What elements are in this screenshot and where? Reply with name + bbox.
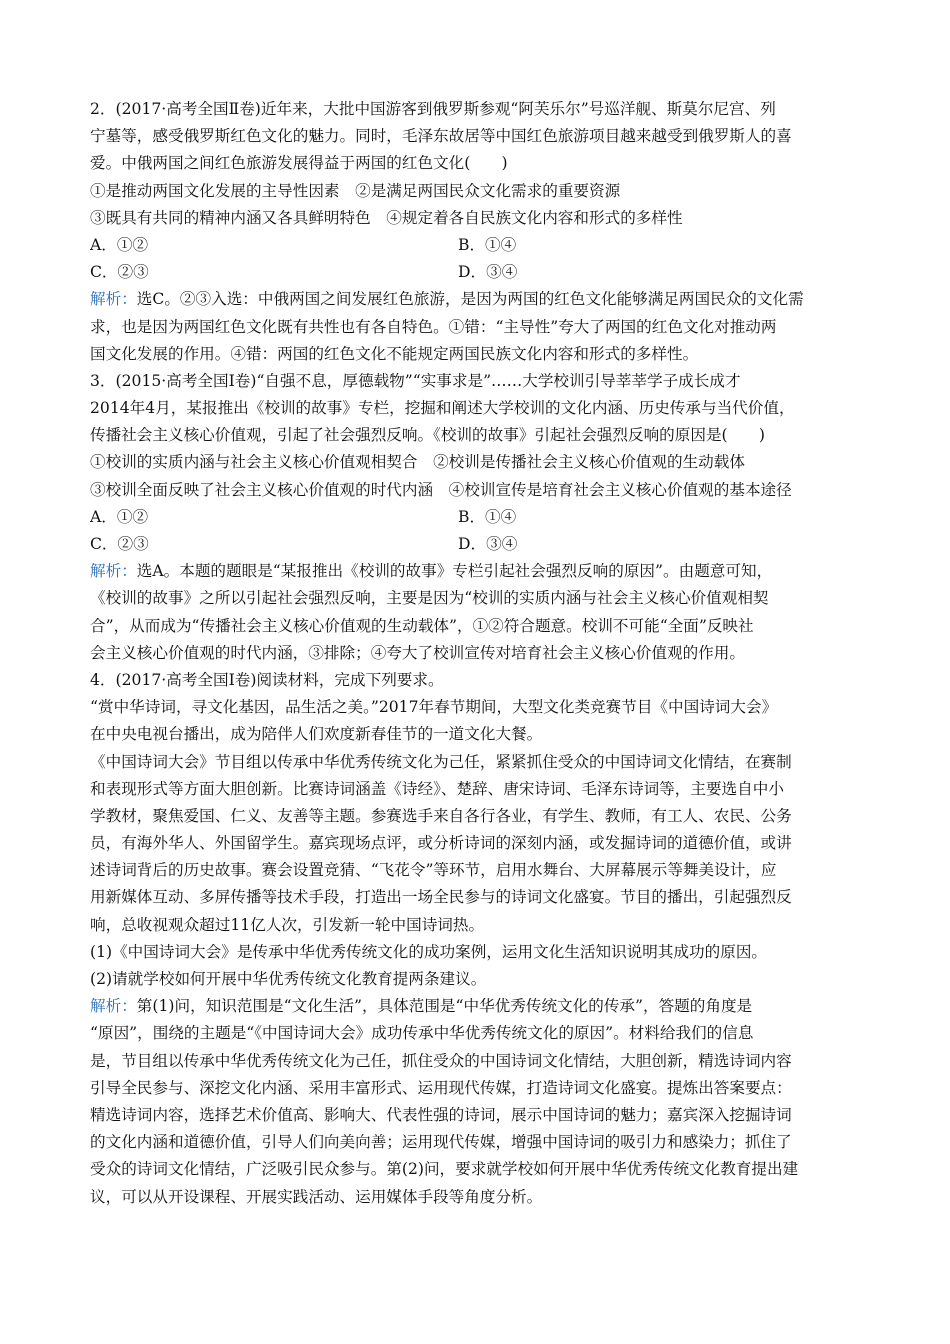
document-page xyxy=(90,96,860,1211)
option-b: B．①④ xyxy=(458,507,517,526)
analysis-line: 的文化内涵和道德价值，引导人们向美向善；运用现代传媒，增强中国诗词的吸引力和感染力；抓住了 xyxy=(90,1133,792,1152)
sub-question-1: (1)《中国诗词大会》是传承中华优秀传统文化的成功案例，运用文化生活知识说明其成功的原因。 xyxy=(90,942,768,961)
analysis-line: 精选诗词内容，选择艺术价值高、影响大、代表性强的诗词，展示中国诗词的魅力；嘉宾深入挖掘诗词 xyxy=(90,1105,792,1124)
analysis-line: 议，可以从开设课程、开展实践活动、运用媒体手段等角度分析。 xyxy=(90,1187,543,1206)
analysis-line: 国文化发展的作用。④错：两国的红色文化不能规定两国民族文化内容和形式的多样性。 xyxy=(90,344,699,363)
question-stem-line: 2．(2017·高考全国Ⅱ卷)近年来，大批中国游客到俄罗斯参观“阿芙乐尔”号巡洋舰、斯莫尔尼宫、列 xyxy=(90,100,776,118)
analysis-line xyxy=(90,993,860,1020)
option-a: A．①② xyxy=(90,507,149,526)
analysis-line: 求，也是因为两国红色文化既有共性也有各自特色。①错：“主导性”夸大了两国的红色文化对推动两 xyxy=(90,317,777,336)
analysis-line: 《校训的故事》之所以引起社会强烈反响，主要是因为“校训的实质内涵与社会主义核心价值观相契 xyxy=(90,589,769,608)
material-line: 述诗词背后的历史故事。赛会设置竞猜、“飞花令”等环节，启用水舞台、大屏幕展示等舞美设计，应 xyxy=(90,861,777,880)
analysis-line xyxy=(90,286,860,313)
option-c: C．②③ xyxy=(90,263,149,282)
material-line: 用新媒体互动、多屏传播等技术手段，打造出一场全民参与的诗词文化盛宴。节目的播出，引起强烈反 xyxy=(90,888,792,907)
analysis-line xyxy=(90,558,860,585)
analysis-label: 解析： xyxy=(90,562,137,581)
analysis-line: 是，节目组以传承中华优秀传统文化为己任，抓住受众的中国诗词文化情结，大胆创新，精选诗词内容 xyxy=(90,1051,792,1070)
analysis-line: “原因”，围绕的主题是“《中国诗词大会》成功传承中华优秀传统文化的原因”。材料给我们的信息 xyxy=(90,1024,754,1043)
statement-line: ③校训全面反映了社会主义核心价值观的时代内涵 ④校训宣传是培育社会主义核心价值观的基本途径 xyxy=(90,480,792,499)
question-3 xyxy=(90,368,860,667)
material-line: 学教材，聚焦爱国、仁义、友善等主题。参赛选手来自各行各业，有学生、教师，有工人、农民、公务 xyxy=(90,806,792,825)
statement-line: ③既具有共同的精神内涵又各具鲜明特色 ④规定着各自民族文化内容和形式的多样性 xyxy=(90,208,683,227)
analysis-line: 引导全民参与、深挖文化内涵、采用丰富形式、运用现代传媒，打造诗词文化盛宴。提炼出答案要点： xyxy=(90,1078,792,1097)
options-row xyxy=(90,232,860,259)
material-line: 在中央电视台播出，成为陪伴人们欢度新春佳节的一道文化大餐。 xyxy=(90,725,543,744)
analysis-line: 合”，从而成为“传播社会主义核心价值观的生动载体”，①②符合题意。校训不可能“全面”反映社 xyxy=(90,616,754,635)
analysis-line: 会主义核心价值观的时代内涵，③排除；④夸大了校训宣传对培育社会主义核心价值观的作用。 xyxy=(90,643,745,662)
statement-line: ①是推动两国文化发展的主导性因素 ②是满足两国民众文化需求的重要资源 xyxy=(90,181,621,200)
option-b: B．①④ xyxy=(458,235,517,254)
material-line: 员，有海外华人、外国留学生。嘉宾现场点评，或分析诗词的深刻内涵，或发掘诗词的道德价值，或讲 xyxy=(90,834,792,853)
option-c: C．②③ xyxy=(90,535,149,553)
analysis-text: 选C。②③入选：中俄两国之间发展红色旅游，是因为两国的红色文化能够满足两国民众的文化需 xyxy=(136,290,804,309)
option-a: A．①② xyxy=(90,235,149,254)
analysis-text: 选A。本题的题眼是“某报推出《校训的故事》专栏引起社会强烈反响的原因”。由题意可知， xyxy=(136,562,773,581)
question-stem-line: 2014年4月，某报推出《校训的故事》专栏，挖掘和阐述大学校训的文化内涵、历史传承与当代价值， xyxy=(90,399,795,418)
question-stem-line: 传播社会主义核心价值观，引起了社会强烈反响。《校训的故事》引起社会强烈反响的原因是( ) xyxy=(90,426,765,445)
material-line: 响，总收视观众超过11亿人次，引发新一轮中国诗词热。 xyxy=(90,915,485,934)
material-line: “赏中华诗词，寻文化基因，品生活之美。”2017年春节期间，大型文化类竞赛节目《中国诗词大会》 xyxy=(90,698,778,717)
question-stem-line: 3．(2015·高考全国Ⅰ卷)“自强不息，厚德载物”“实事求是”……大学校训引导莘莘学子成长成才 xyxy=(90,371,741,390)
options-row xyxy=(90,259,860,286)
question-4 xyxy=(90,667,860,1211)
options-row xyxy=(90,531,860,558)
option-d: D．③④ xyxy=(458,263,518,282)
material-line: 和表现形式等方面大胆创新。比赛诗词涵盖《诗经》、楚辞、唐宋诗词、毛泽东诗词等，主要选自中小 xyxy=(90,779,784,798)
analysis-label: 解析： xyxy=(90,290,137,309)
sub-question-2: (2)请就学校如何开展中华优秀传统文化教育提两条建议。 xyxy=(90,970,487,988)
option-d: D．③④ xyxy=(458,535,518,553)
options-row xyxy=(90,504,860,531)
analysis-text: 第(1)问，知识范围是“文化生活”，具体范围是“中华优秀传统文化的传承”，答题的角度是 xyxy=(136,997,753,1016)
statement-line: ①校训的实质内涵与社会主义核心价值观相契合 ②校训是传播社会主义核心价值观的生动载体 xyxy=(90,453,745,472)
material-line: 《中国诗词大会》节目组以传承中华优秀传统文化为己任，紧紧抓住受众的中国诗词文化情结，在赛制 xyxy=(90,752,792,771)
question-2 xyxy=(90,96,860,368)
question-stem-line: 宁墓等，感受俄罗斯红色文化的魅力。同时，毛泽东故居等中国红色旅游项目越来越受到俄罗斯人的喜 xyxy=(90,127,792,146)
question-stem-line: 4．(2017·高考全国Ⅰ卷)阅读材料，完成下列要求。 xyxy=(90,670,444,689)
analysis-label: 解析： xyxy=(90,997,137,1016)
analysis-line: 受众的诗词文化情结，广泛吸引民众参与。第(2)问，要求就学校如何开展中华优秀传统文化教育提出建 xyxy=(90,1160,799,1179)
question-stem-line: 爱。中俄两国之间红色旅游发展得益于两国的红色文化( ) xyxy=(90,154,508,173)
